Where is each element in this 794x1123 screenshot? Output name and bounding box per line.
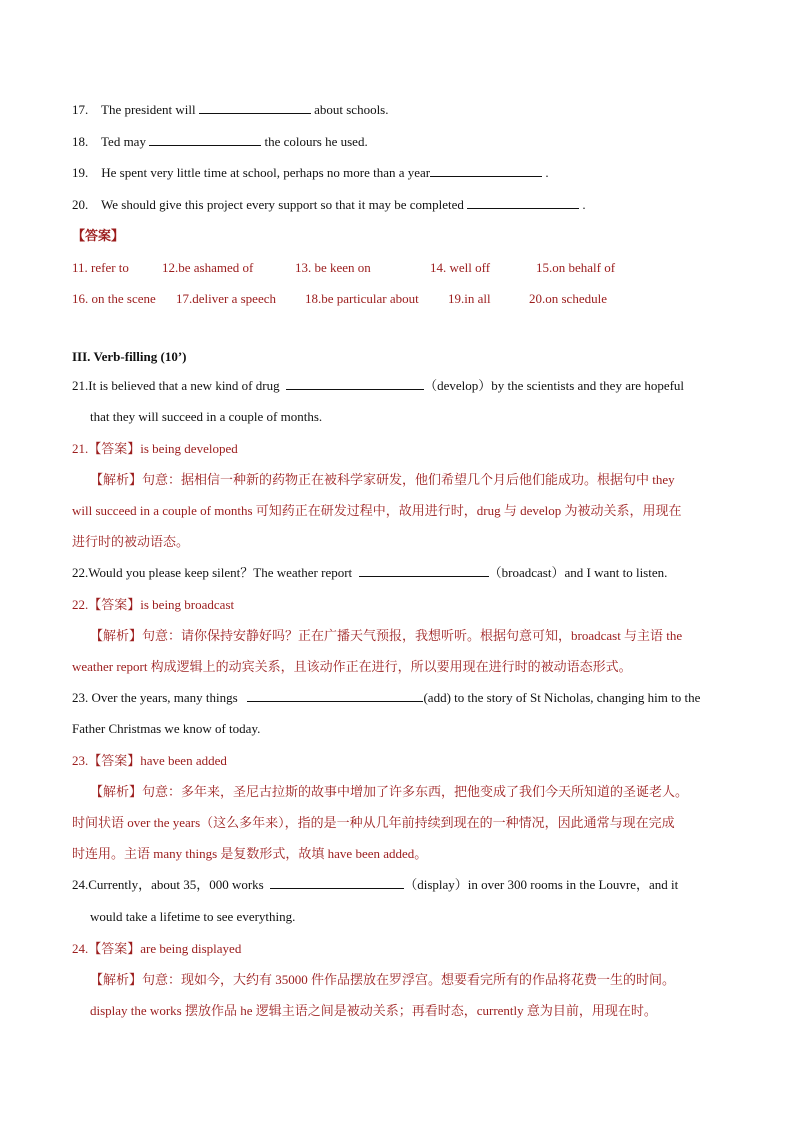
question-text: 22.Would you please keep silent？The weather report	[72, 565, 353, 580]
question-number: 18.	[72, 134, 89, 149]
question-18	[72, 133, 368, 151]
answer-17: 17.deliver a speech	[176, 291, 276, 306]
analysis-23-line3: 时连用。主语 many things 是复数形式，故填 have been added。	[72, 846, 428, 861]
answer-blank[interactable]	[247, 689, 423, 702]
question-text: We should give this project every support so that it may be completed	[101, 197, 464, 212]
question-24-line2: would take a lifetime to see everything.	[90, 909, 296, 924]
answer-22: 22.【答案】is being broadcast	[72, 597, 235, 612]
section-title: III. Verb-filling (10’)	[72, 349, 187, 364]
answer-24: 24.【答案】are being displayed	[72, 941, 242, 956]
answer-12: 12.be ashamed of	[162, 260, 254, 275]
answer-14: 14. well off	[430, 260, 491, 275]
question-24	[72, 876, 678, 894]
question-text: .	[582, 197, 586, 212]
answer-15: 15.on behalf of	[536, 260, 616, 275]
question-text: He spent very little time at school, perhaps no more than a year	[101, 165, 431, 180]
answer-blank[interactable]	[286, 377, 424, 390]
question-23	[72, 689, 700, 707]
question-21	[72, 377, 684, 395]
question-text: Ted may	[101, 134, 146, 149]
analysis-21-line1: 【解析】句意：据相信一种新的药物正在被科学家研发，他们希望几个月后他们能成功。根据句中 they	[90, 472, 675, 487]
answer-blank[interactable]	[359, 564, 489, 577]
answer-20: 20.on schedule	[529, 291, 607, 306]
question-number: 20.	[72, 197, 89, 212]
question-text: .	[545, 165, 549, 180]
analysis-24-line2: display the works 摆放作品 he 逻辑主语之间是被动关系；再看时态，currently 意为目前，用现在时。	[90, 1003, 657, 1018]
analysis-22-line1: 【解析】句意：请你保持安静好吗？正在广播天气预报，我想听听。根据句意可知，broadcast 与主语 the	[90, 628, 683, 643]
question-text: 24.Currently，about 35，000 works	[72, 877, 264, 892]
answer-18: 18.be particular about	[305, 291, 419, 306]
question-23-line2: Father Christmas we know of today.	[72, 721, 261, 736]
question-22	[72, 564, 667, 582]
question-17	[72, 101, 389, 119]
question-text: 23. Over the years, many things	[72, 690, 238, 705]
question-hint: (add) to the story of St Nicholas, changing him to the	[423, 690, 701, 705]
question-text: The president will	[101, 102, 196, 117]
question-hint: （broadcast）and I want to listen.	[488, 565, 668, 580]
answer-blank[interactable]	[199, 101, 311, 114]
analysis-21-line3: 进行时的被动语态。	[72, 534, 190, 549]
answer-21: 21.【答案】is being developed	[72, 441, 238, 456]
question-number: 19.	[72, 165, 89, 180]
answer-blank[interactable]	[430, 164, 542, 177]
answer-blank[interactable]	[270, 876, 404, 889]
question-number: 17.	[72, 102, 89, 117]
answer-tag: 【答案】	[72, 229, 125, 244]
answer-blank[interactable]	[467, 196, 579, 209]
analysis-23-line1: 【解析】句意：多年来，圣尼古拉斯的故事中增加了许多东西，把他变成了我们今天所知道的圣诞老人。	[90, 784, 689, 799]
analysis-23-line2: 时间状语 over the years（这么多年来），指的是一种从几年前持续到现在的一种情况，因此通常与现在完成	[72, 815, 675, 830]
question-text: the colours he used.	[264, 134, 368, 149]
question-19	[72, 164, 549, 182]
question-hint: （develop）by the scientists and they are hopeful	[424, 378, 685, 393]
answer-16: 16. on the scene	[72, 291, 156, 306]
question-20	[72, 196, 586, 214]
answer-blank[interactable]	[149, 133, 261, 146]
answer-13: 13. be keen on	[295, 260, 371, 275]
question-21-line2: that they will succeed in a couple of months.	[90, 409, 323, 424]
answer-23: 23.【答案】have been added	[72, 753, 227, 768]
answer-11: 11. refer to	[72, 260, 129, 275]
analysis-24-line1: 【解析】句意：现如今，大约有 35000 件作品摆放在罗浮宫。想要看完所有的作品将花费一生的时间。	[90, 972, 676, 987]
question-text: 21.It is believed that a new kind of drug	[72, 378, 280, 393]
question-text: about schools.	[314, 102, 389, 117]
answer-19: 19.in all	[448, 291, 491, 306]
analysis-21-line2: will succeed in a couple of months 可知药正在研发过程中，故用进行时，drug 与 develop 为被动关系，用现在	[72, 503, 682, 518]
analysis-22-line2: weather report 构成逻辑上的动宾关系，且该动作正在进行，所以要用现在进行时的被动语态形式。	[72, 659, 632, 674]
question-hint: （display）in over 300 rooms in the Louvre，and it	[404, 877, 679, 892]
